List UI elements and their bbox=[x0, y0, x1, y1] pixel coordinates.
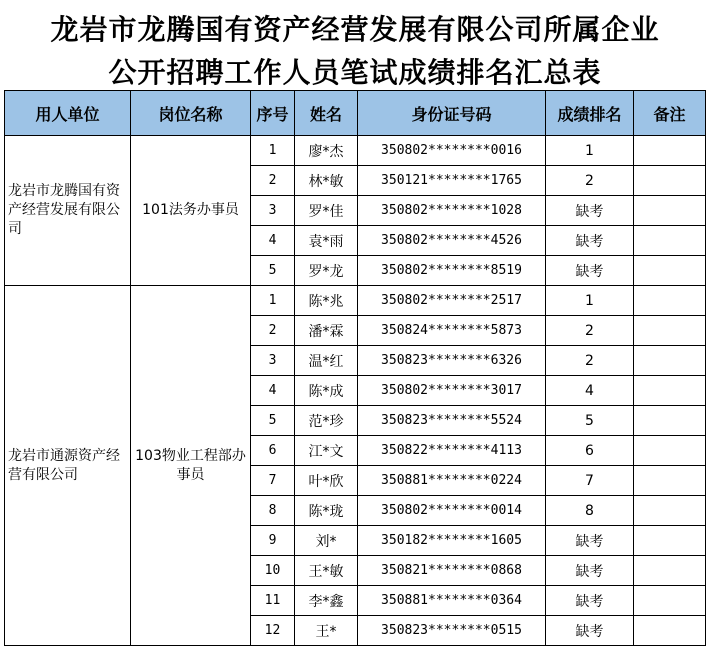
cell-post: 103物业工程部办事员 bbox=[131, 286, 251, 646]
cell-seq: 3 bbox=[251, 346, 295, 376]
cell-id: 350822********4113 bbox=[358, 436, 546, 466]
header-rank: 成绩排名 bbox=[546, 91, 634, 136]
cell-note bbox=[634, 196, 706, 226]
cell-note bbox=[634, 136, 706, 166]
cell-name: 江*文 bbox=[295, 436, 358, 466]
header-name: 姓名 bbox=[295, 91, 358, 136]
cell-rank: 缺考 bbox=[546, 256, 634, 286]
cell-seq: 2 bbox=[251, 166, 295, 196]
cell-rank: 2 bbox=[546, 346, 634, 376]
cell-id: 350802********0014 bbox=[358, 496, 546, 526]
cell-name: 陈*成 bbox=[295, 376, 358, 406]
cell-note bbox=[634, 616, 706, 646]
cell-note bbox=[634, 586, 706, 616]
cell-note bbox=[634, 286, 706, 316]
cell-post: 101法务办事员 bbox=[131, 136, 251, 286]
cell-name: 李*鑫 bbox=[295, 586, 358, 616]
cell-id: 350823********6326 bbox=[358, 346, 546, 376]
cell-seq: 3 bbox=[251, 196, 295, 226]
cell-rank: 缺考 bbox=[546, 586, 634, 616]
cell-seq: 1 bbox=[251, 136, 295, 166]
cell-id: 350802********4526 bbox=[358, 226, 546, 256]
cell-seq: 12 bbox=[251, 616, 295, 646]
cell-rank: 6 bbox=[546, 436, 634, 466]
header-note: 备注 bbox=[634, 91, 706, 136]
cell-note bbox=[634, 316, 706, 346]
cell-note bbox=[634, 376, 706, 406]
cell-name: 陈*兆 bbox=[295, 286, 358, 316]
cell-seq: 2 bbox=[251, 316, 295, 346]
cell-name: 袁*雨 bbox=[295, 226, 358, 256]
cell-id: 350182********1605 bbox=[358, 526, 546, 556]
cell-note bbox=[634, 166, 706, 196]
cell-id: 350121********1765 bbox=[358, 166, 546, 196]
cell-name: 王* bbox=[295, 616, 358, 646]
cell-rank: 7 bbox=[546, 466, 634, 496]
cell-name: 王*敏 bbox=[295, 556, 358, 586]
results-table bbox=[4, 90, 706, 646]
cell-name: 范*珍 bbox=[295, 406, 358, 436]
cell-rank: 缺考 bbox=[546, 196, 634, 226]
cell-name: 潘*霖 bbox=[295, 316, 358, 346]
cell-seq: 11 bbox=[251, 586, 295, 616]
cell-seq: 8 bbox=[251, 496, 295, 526]
cell-rank: 缺考 bbox=[546, 226, 634, 256]
cell-name: 温*红 bbox=[295, 346, 358, 376]
header-seq: 序号 bbox=[251, 91, 295, 136]
cell-seq: 5 bbox=[251, 256, 295, 286]
cell-name: 林*敏 bbox=[295, 166, 358, 196]
cell-seq: 1 bbox=[251, 286, 295, 316]
cell-unit: 龙岩市通源资产经营有限公司 bbox=[5, 286, 131, 646]
cell-rank: 1 bbox=[546, 286, 634, 316]
cell-id: 350881********0364 bbox=[358, 586, 546, 616]
cell-note bbox=[634, 256, 706, 286]
cell-rank: 2 bbox=[546, 166, 634, 196]
cell-name: 叶*欣 bbox=[295, 466, 358, 496]
cell-rank: 缺考 bbox=[546, 556, 634, 586]
cell-name: 廖*杰 bbox=[295, 136, 358, 166]
cell-note bbox=[634, 556, 706, 586]
cell-rank: 缺考 bbox=[546, 616, 634, 646]
cell-seq: 4 bbox=[251, 226, 295, 256]
cell-id: 350823********0515 bbox=[358, 616, 546, 646]
cell-note bbox=[634, 406, 706, 436]
cell-rank: 缺考 bbox=[546, 526, 634, 556]
cell-seq: 5 bbox=[251, 406, 295, 436]
cell-id: 350802********1028 bbox=[358, 196, 546, 226]
header-row bbox=[5, 91, 706, 136]
cell-name: 刘* bbox=[295, 526, 358, 556]
table-row bbox=[5, 136, 706, 166]
cell-id: 350823********5524 bbox=[358, 406, 546, 436]
cell-id: 350821********0868 bbox=[358, 556, 546, 586]
cell-rank: 8 bbox=[546, 496, 634, 526]
cell-name: 罗*龙 bbox=[295, 256, 358, 286]
cell-seq: 4 bbox=[251, 376, 295, 406]
header-post: 岗位名称 bbox=[131, 91, 251, 136]
page-title-line-2: 公开招聘工作人员笔试成绩排名汇总表 bbox=[108, 56, 602, 89]
cell-rank: 1 bbox=[546, 136, 634, 166]
cell-rank: 4 bbox=[546, 376, 634, 406]
cell-rank: 2 bbox=[546, 316, 634, 346]
cell-note bbox=[634, 436, 706, 466]
cell-rank: 5 bbox=[546, 406, 634, 436]
cell-note bbox=[634, 226, 706, 256]
cell-seq: 10 bbox=[251, 556, 295, 586]
header-id: 身份证号码 bbox=[358, 91, 546, 136]
cell-id: 350802********8519 bbox=[358, 256, 546, 286]
cell-seq: 9 bbox=[251, 526, 295, 556]
table-row bbox=[5, 286, 706, 316]
cell-name: 罗*佳 bbox=[295, 196, 358, 226]
cell-id: 350802********0016 bbox=[358, 136, 546, 166]
cell-note bbox=[634, 466, 706, 496]
cell-note bbox=[634, 346, 706, 376]
cell-id: 350802********3017 bbox=[358, 376, 546, 406]
cell-id: 350881********0224 bbox=[358, 466, 546, 496]
page-title-line-1: 龙岩市龙腾国有资产经营发展有限公司所属企业 bbox=[50, 13, 660, 46]
header-unit: 用人单位 bbox=[5, 91, 131, 136]
cell-seq: 7 bbox=[251, 466, 295, 496]
cell-id: 350802********2517 bbox=[358, 286, 546, 316]
cell-id: 350824********5873 bbox=[358, 316, 546, 346]
cell-note bbox=[634, 496, 706, 526]
cell-note bbox=[634, 526, 706, 556]
cell-unit: 龙岩市龙腾国有资产经营发展有限公司 bbox=[5, 136, 131, 286]
cell-name: 陈*珑 bbox=[295, 496, 358, 526]
cell-seq: 6 bbox=[251, 436, 295, 466]
